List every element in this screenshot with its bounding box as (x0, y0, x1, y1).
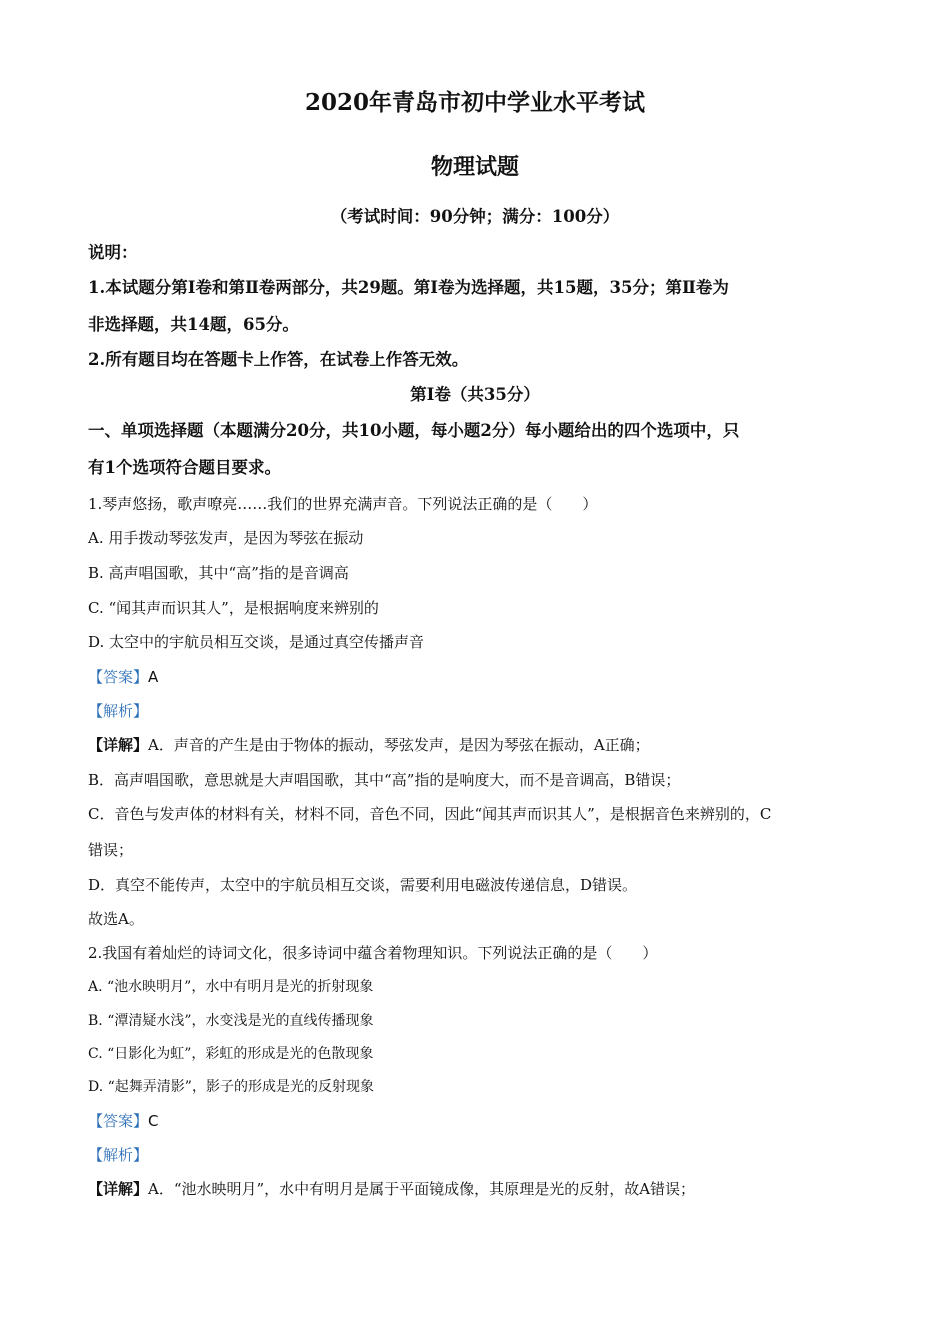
instruction-item-1-line-1: 1.本试题分第Ⅰ卷和第Ⅱ卷两部分，共29题。第Ⅰ卷为选择题，共15题，35分；第Ⅱ卷为 (88, 278, 729, 297)
question-2-detail-a (88, 1179, 695, 1199)
question-1-option-d: D. 太空中的宇航员相互交谈，是通过真空传播声音 (88, 633, 425, 651)
question-2-option-d: D. “起舞弄清影”，影子的形成是光的反射现象 (88, 1079, 374, 1095)
question-2-option-a: A. “池水映明月”，水中有明月是光的折射现象 (88, 979, 374, 995)
instructions-heading: 说明： (88, 243, 138, 262)
question-1-detail-c-line-1: C．音色与发声体的材料有关，材料不同，音色不同，因此“闻其声而识其人”，是根据音色来辨别的，C (88, 805, 772, 823)
instruction-item-2: 2.所有题目均在答题卡上作答，在试卷上作答无效。 (88, 350, 469, 369)
instruction-item-1-line-2: 非选择题，共14题，65分。 (88, 315, 299, 334)
question-1-stem: 1.琴声悠扬，歌声嘹亮……我们的世界充满声音。下列说法正确的是（ ） (88, 495, 598, 513)
document-subtitle: 物理试题 (430, 154, 519, 180)
detail-tag: 【详解】 (88, 1180, 149, 1198)
part-heading-line-1: 一、单项选择题（本题满分20分，共10小题，每小题2分）每小题给出的四个选项中，只 (88, 421, 740, 440)
detail-a-text: A．声音的产生是由于物体的振动，琴弦发声，是因为琴弦在振动，A正确； (148, 736, 650, 754)
answer-tag: 【答案】 (88, 668, 149, 686)
question-1-detail-c-line-2: 错误； (88, 841, 134, 859)
question-2-option-c: C. “日影化为虹”，彩虹的形成是光的色散现象 (88, 1046, 374, 1062)
question-2-analysis-tag: 【解析】 (88, 1146, 149, 1164)
question-1-option-c: C. “闻其声而识其人”，是根据响度来辨别的 (88, 599, 379, 617)
question-1-option-b: B. 高声唱国歌，其中“高”指的是音调高 (88, 564, 349, 582)
document-title: 2020年青岛市初中学业水平考试 (304, 89, 645, 116)
part-heading-line-2: 有1个选项符合题目要求。 (88, 458, 281, 477)
exam-info: （考试时间：90分钟；满分：100分） (330, 207, 620, 226)
question-1-answer (88, 667, 158, 687)
question-2-option-b: B. “潭清疑水浅”，水变浅是光的直线传播现象 (88, 1013, 374, 1029)
section-title: 第Ⅰ卷（共35分） (410, 385, 540, 404)
detail-a-text: A．“池水映明月”，水中有明月是属于平面镜成像，其原理是光的反射，故A错误； (148, 1180, 696, 1198)
answer-value: C (148, 1112, 159, 1130)
answer-value: A (148, 668, 159, 686)
question-2-stem: 2.我国有着灿烂的诗词文化，很多诗词中蕴含着物理知识。下列说法正确的是（ ） (88, 944, 658, 962)
question-2-answer (88, 1111, 159, 1131)
question-1-detail-d: D．真空不能传声，太空中的宇航员相互交谈，需要利用电磁波传递信息，D错误。 (88, 876, 638, 894)
detail-tag: 【详解】 (88, 736, 149, 754)
question-1-analysis-tag: 【解析】 (88, 702, 149, 720)
question-1-detail-a (88, 735, 650, 755)
question-1-conclusion: 故选A。 (88, 910, 144, 928)
answer-tag: 【答案】 (88, 1112, 149, 1130)
question-1-detail-b: B．高声唱国歌，意思就是大声唱国歌，其中“高”指的是响度大，而不是音调高，B错误； (88, 771, 681, 789)
question-1-option-a: A. 用手拨动琴弦发声，是因为琴弦在振动 (88, 529, 364, 547)
